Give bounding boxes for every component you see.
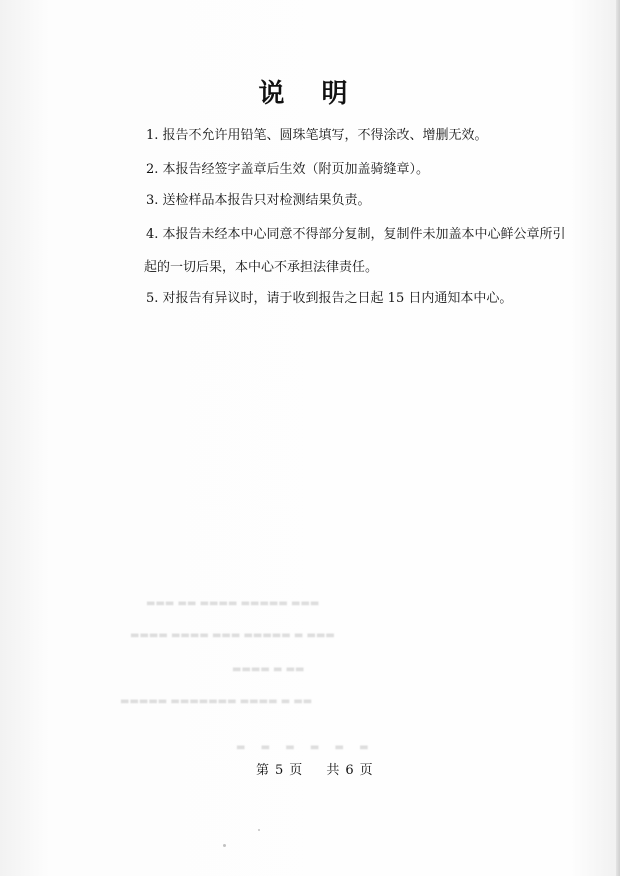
page-edge: [616, 0, 620, 876]
page-number-footer: [256, 762, 373, 780]
bleed-through-line: ▬▬▬▬▬ ▬▬▬▬▬▬▬ ▬▬▬▬ ▬ ▬▬: [120, 696, 313, 707]
note-2: 2. 本报告经签字盖章后生效（附页加盖骑缝章）。: [146, 162, 430, 177]
page-title: 说 明: [258, 79, 362, 109]
paper-speck: [223, 844, 226, 847]
bleed-through-line: ▬ ▬ ▬ ▬ ▬ ▬: [236, 742, 375, 753]
bleed-through-line: ▬▬▬ ▬▬ ▬▬▬▬ ▬▬▬▬▬ ▬▬▬: [146, 598, 320, 609]
bleed-through-line: ▬▬▬▬ ▬ ▬▬: [232, 664, 305, 675]
paper-speck: [258, 829, 260, 831]
page-total: 6: [345, 763, 354, 778]
total-word: 页: [359, 763, 373, 778]
note-1: 1. 报告不允许用铅笔、圆珠笔填写，不得涂改、增删无效。: [146, 128, 488, 143]
note-5: 5. 对报告有异议时，请于收到报告之日起 15 日内通知本中心。: [146, 291, 513, 306]
page-current: 5: [275, 763, 284, 778]
total-prefix: 共: [326, 763, 340, 778]
page-prefix: 第: [256, 763, 270, 778]
note-4-continuation: 起的一切后果，本中心不承担法律责任。: [144, 260, 379, 275]
note-3: 3. 送检样品本报告只对检测结果负责。: [146, 193, 371, 208]
note-4: 4. 本报告未经本中心同意不得部分复制，复制件未加盖本中心鲜公章所引: [146, 227, 566, 242]
bleed-through-line: ▬▬▬▬ ▬▬▬▬ ▬▬▬ ▬▬▬▬▬ ▬ ▬▬▬: [130, 630, 335, 641]
page-word: 页: [289, 763, 303, 778]
